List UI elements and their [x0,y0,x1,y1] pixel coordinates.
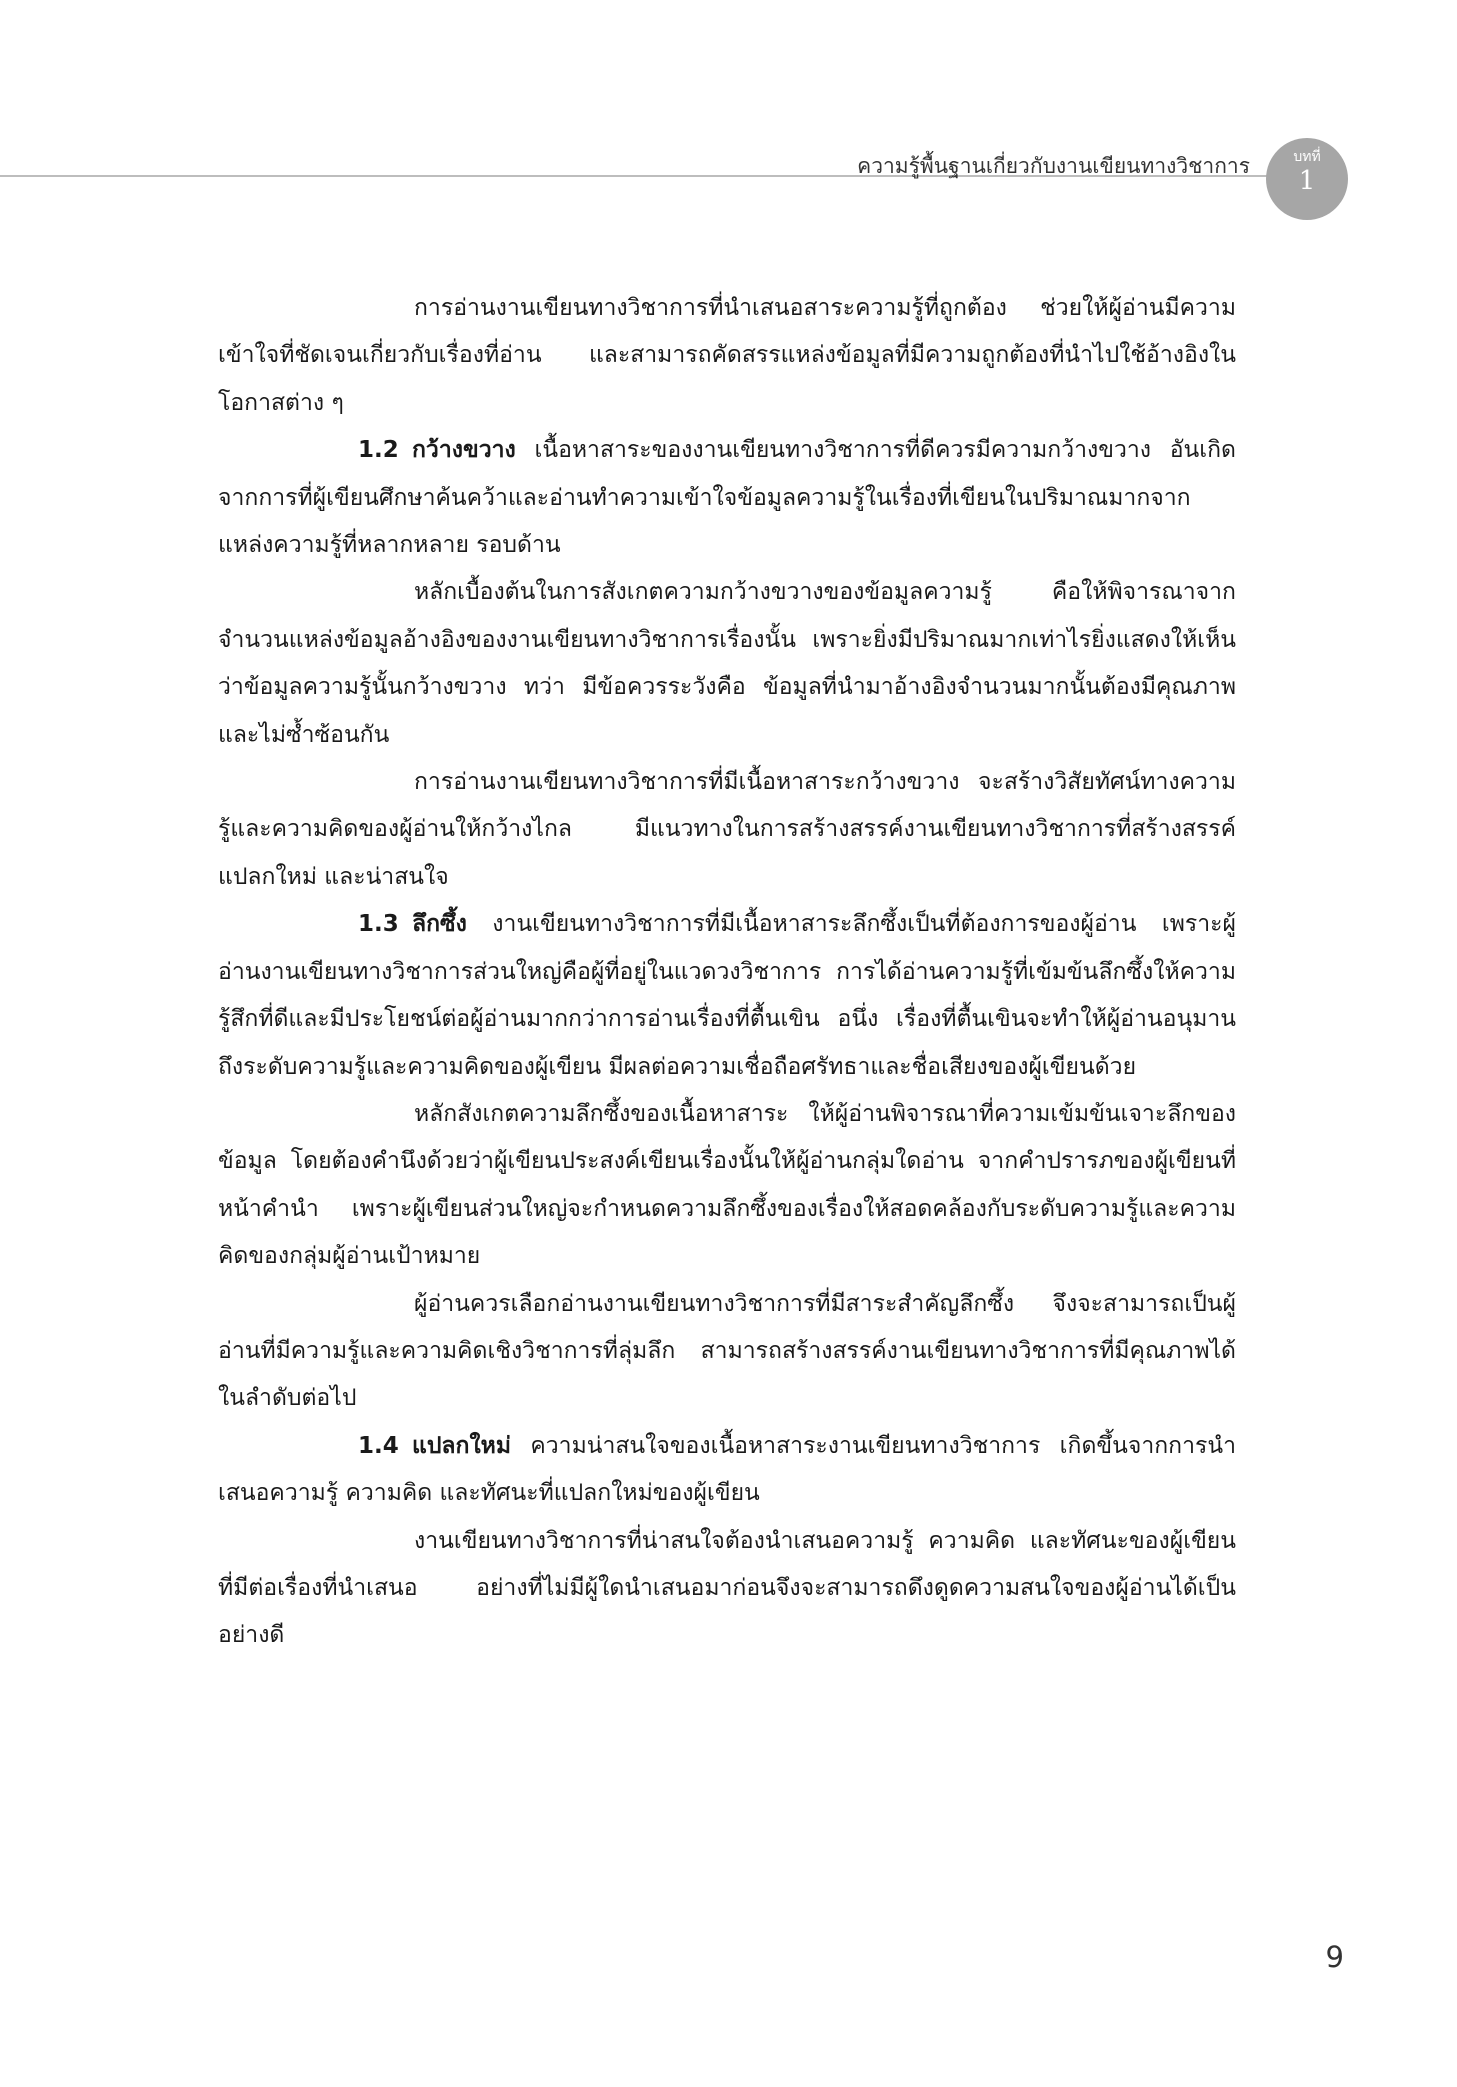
section-paragraph [218,427,1236,569]
chapter-badge [1266,138,1348,220]
section-text: ความน่าสนใจของเนื้อหาสาระงานเขียนทางวิชาการ เกิดขึ้นจากการนำเสนอความรู้ ความคิด และทัศนะที่แปลกใหม่ของผู้เขียน [218,1432,1236,1507]
page-number: 9 [1325,1940,1344,1974]
paragraph: งานเขียนทางวิชาการที่น่าสนใจต้องนำเสนอความรู้ ความคิด และทัศนะของผู้เขียนที่มีต่อเรื่องที่นำเสนอ อย่างที่ไม่มีผู้ใดนำเสนอมาก่อนจึงจะสามารถดึงดูดความสนใจของผู้อ่านได้เป็นอย่างดี [218,1527,1236,1649]
section-paragraph [218,901,1236,1091]
chapter-label: บทที่ [1293,149,1321,165]
section-title: ลึกซึ้ง [412,911,467,938]
section-paragraph [218,1423,1236,1518]
section-text: งานเขียนทางวิชาการที่มีเนื้อหาสาระลึกซึ้งเป็นที่ต้องการของผู้อ่าน เพราะผู้อ่านงานเขียนทางวิชาการส่วนใหญ่คือผู้ที่อยู่ในแวดวงวิชาการ การได้อ่านความรู้ที่เข้มข้นลึกซึ้งให้ความรู้สึกที่ดีและมีประโยชน์ต่อผู้อ่านมากกว่าการอ่านเรื่องที่ตื้นเขิน อนึ่ง เรื่องที่ตื้นเขินจะทำให้ผู้อ่านอนุมานถึงระดับความรู้และความคิดของผู้เขียน มีผลต่อความเชื่อถือศรัทธาและชื่อเสียงของผู้เขียนด้วย [218,911,1236,1080]
body-text [218,285,1236,1660]
paragraph: ผู้อ่านควรเลือกอ่านงานเขียนทางวิชาการที่มีสาระสำคัญลึกซึ้ง จึงจะสามารถเป็นผู้อ่านที่มีความรู้และความคิดเชิงวิชาการที่ลุ่มลึก สามารถสร้างสรรค์งานเขียนทางวิชาการที่มีคุณภาพได้ในลำดับต่อไป [218,1290,1236,1412]
section-number: 1.3 [358,911,399,938]
running-title: ความรู้พื้นฐานเกี่ยวกับงานเขียนทางวิชาการ [857,154,1250,178]
section-title: กว้างขวาง [412,437,516,464]
section-title: แปลกใหม่ [412,1432,511,1459]
section-text: เนื้อหาสาระของงานเขียนทางวิชาการที่ดีควรมีความกว้างขวาง อันเกิดจากการที่ผู้เขียนศึกษาค้นคว้าและอ่านทำความเข้าใจข้อมูลความรู้ในเรื่องที่เขียนในปริมาณมากจากแหล่งความรู้ที่หลากหลาย รอบด้าน [218,437,1236,559]
chapter-number: 1 [1298,166,1316,196]
paragraph: หลักสังเกตความลึกซึ้งของเนื้อหาสาระ ให้ผู้อ่านพิจารณาที่ความเข้มข้นเจาะลึกของข้อมูล โดยต้องคำนึงด้วยว่าผู้เขียนประสงค์เขียนเรื่องนั้นให้ผู้อ่านกลุ่มใดอ่าน จากคำปรารภของผู้เขียนที่หน้าคำนำ เพราะผู้เขียนส่วนใหญ่จะกำหนดความลึกซึ้งของเรื่องให้สอดคล้องกับระดับความรู้และความคิดของกลุ่มผู้อ่านเป้าหมาย [218,1100,1236,1270]
paragraph: การอ่านงานเขียนทางวิชาการที่มีเนื้อหาสาระกว้างขวาง จะสร้างวิสัยทัศน์ทางความรู้และความคิดของผู้อ่านให้กว้างไกล มีแนวทางในการสร้างสรรค์งานเขียนทางวิชาการที่สร้างสรรค์ แปลกใหม่ และน่าสนใจ [218,769,1236,890]
section-number: 1.4 [358,1432,399,1459]
paragraph: หลักเบื้องต้นในการสังเกตความกว้างขวางของข้อมูลความรู้ คือให้พิจารณาจากจำนวนแหล่งข้อมูลอ้างอิงของงานเขียนทางวิชาการเรื่องนั้น เพราะยิ่งมีปริมาณมากเท่าไรยิ่งแสดงให้เห็นว่าข้อมูลความรู้นั้นกว้างขวาง ทว่า มีข้อควรระวังคือ ข้อมูลที่นำมาอ้างอิงจำนวนมากนั้นต้องมีคุณภาพและไม่ซ้ำซ้อนกัน [218,579,1236,748]
paragraph: การอ่านงานเขียนทางวิชาการที่นำเสนอสาระความรู้ที่ถูกต้อง ช่วยให้ผู้อ่านมีความเข้าใจที่ชัดเจนเกี่ยวกับเรื่องที่อ่าน และสามารถคัดสรรแหล่งข้อมูลที่มีความถูกต้องที่นำไปใช้อ้างอิงในโอกาสต่าง ๆ [218,295,1236,416]
section-number: 1.2 [358,437,399,464]
